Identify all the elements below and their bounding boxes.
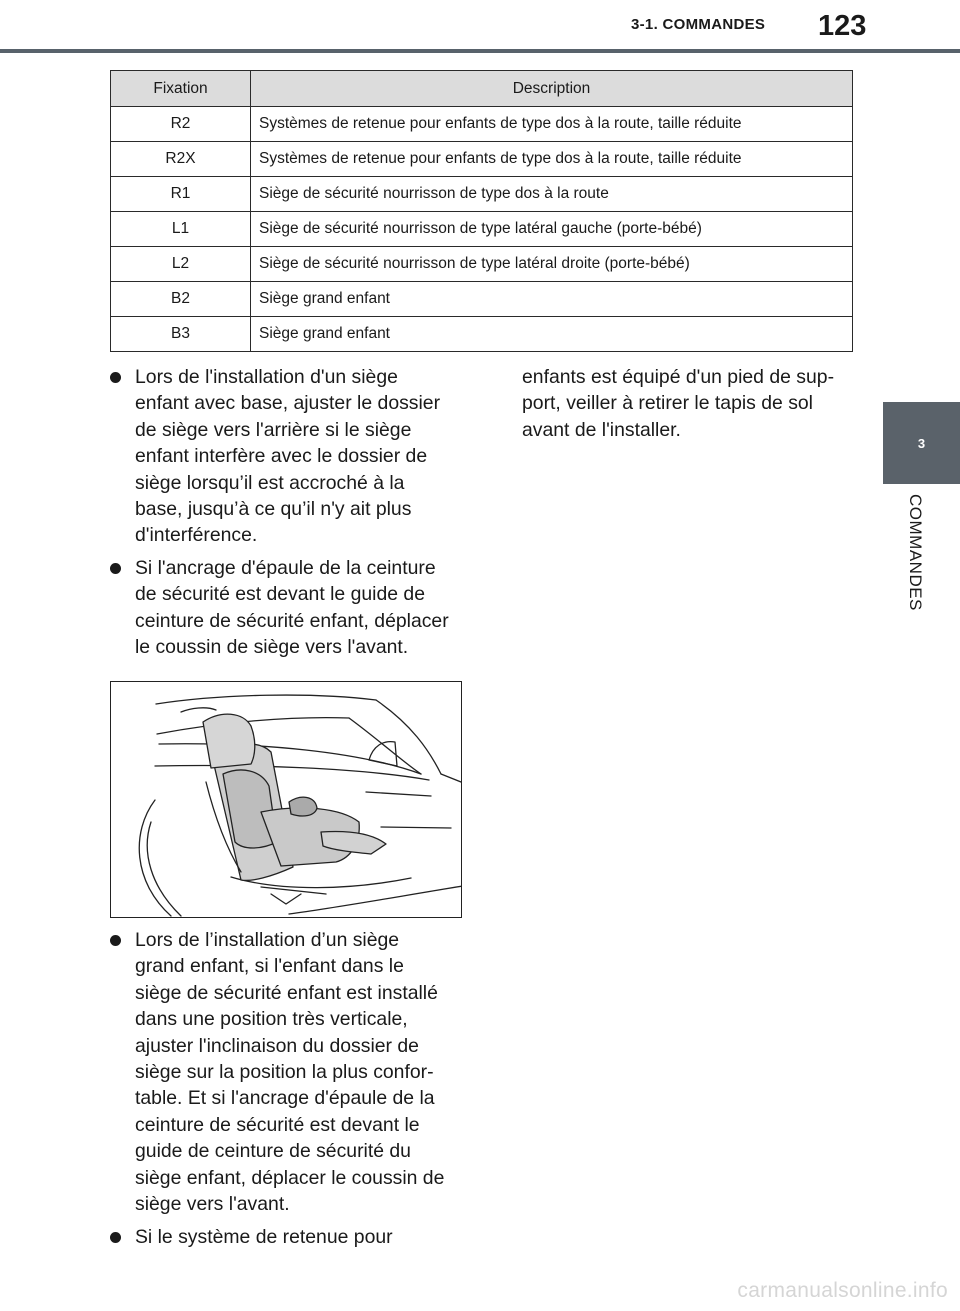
text-line: dans une position très verticale, xyxy=(135,1008,408,1031)
text-line: enfant avec base, ajuster le dossier xyxy=(135,392,441,415)
chapter-tab xyxy=(883,402,960,484)
table-header-row xyxy=(111,71,853,107)
bullet-seat-base xyxy=(110,364,480,549)
table-row xyxy=(111,212,853,247)
text-line: de siège vers l'arrière si le siège xyxy=(135,418,412,441)
description-cell: Siège grand enfant xyxy=(251,282,853,317)
fixation-cell: L2 xyxy=(111,247,251,282)
text-line: enfants est équipé d'un pied de sup- xyxy=(522,366,835,388)
text-line: avant de l'installer. xyxy=(522,418,681,441)
bullet-dot-icon xyxy=(110,563,121,574)
text-line: siège sur la position la plus confor- xyxy=(135,1061,434,1084)
car-seat-drawing-icon xyxy=(111,682,462,918)
text-line: siège de sécurité enfant est installé xyxy=(135,981,438,1004)
header-section-title: 3-1. COMMANDES xyxy=(631,16,766,33)
text-line: base, jusqu’à ce qu’il n'y ait plus xyxy=(135,498,412,521)
text-line: port, veiller à retirer le tapis de sol xyxy=(522,392,813,415)
description-cell: Systèmes de retenue pour enfants de type dos à la route, taille réduite xyxy=(251,107,853,142)
description-cell: Siège de sécurité nourrisson de type latéral droite (porte-bébé) xyxy=(251,247,853,282)
description-cell: Siège de sécurité nourrisson de type latéral gauche (porte-bébé) xyxy=(251,212,853,247)
text-line: le coussin de siège vers l'avant. xyxy=(135,636,409,659)
fixation-cell: R2X xyxy=(111,142,251,177)
text-line: siège lorsqu’il est accroché à la xyxy=(135,471,405,494)
chapter-number: 3 xyxy=(917,435,926,451)
text-line: enfant interfère avec le dossier de xyxy=(135,445,428,468)
fixation-cell: L1 xyxy=(111,212,251,247)
description-cell: Siège grand enfant xyxy=(251,317,853,352)
header-rule xyxy=(0,49,960,53)
bullet-dot-icon xyxy=(110,1232,121,1243)
fixation-cell: B2 xyxy=(111,282,251,317)
text-line: grand enfant, si l'enfant dans le xyxy=(135,955,404,978)
header-description: Description xyxy=(251,71,853,107)
table-row xyxy=(111,142,853,177)
fixation-cell: R1 xyxy=(111,177,251,212)
text-line: ceinture de sécurité est devant le xyxy=(135,1113,420,1136)
chapter-label: COMMANDES xyxy=(906,494,925,611)
text-line: de sécurité est devant le guide de xyxy=(135,583,425,606)
text-line: Lors de l’installation d’un siège xyxy=(135,929,400,951)
bullet-dot-icon xyxy=(110,372,121,383)
bullet-booster-seat xyxy=(110,927,480,1217)
description-cell: Siège de sécurité nourrisson de type dos à la route xyxy=(251,177,853,212)
text-line: Si l'ancrage d'épaule de la ceinture xyxy=(135,557,436,579)
right-column-continuation xyxy=(522,364,862,443)
text-line: ajuster l'inclinaison du dossier de xyxy=(135,1034,419,1057)
table-row xyxy=(111,247,853,282)
bullet-shoulder-anchor xyxy=(110,555,480,661)
fixation-cell: R2 xyxy=(111,107,251,142)
text-line: Si le système de retenue pour xyxy=(135,1226,393,1248)
text-line: siège vers l'avant. xyxy=(135,1193,290,1216)
bullet-support-leg xyxy=(110,1224,480,1250)
table-row xyxy=(111,282,853,317)
text-line: ceinture de sécurité enfant, déplacer xyxy=(135,609,449,632)
text-line: Lors de l'installation d'un siège xyxy=(135,366,398,388)
table-row xyxy=(111,107,853,142)
watermark: carmanualsonline.info xyxy=(737,1279,948,1302)
text-line: siège enfant, déplacer le coussin de xyxy=(135,1166,445,1189)
page-number: 123 xyxy=(818,10,867,42)
text-line: guide de ceinture de sécurité du xyxy=(135,1140,411,1163)
description-cell: Systèmes de retenue pour enfants de type dos à la route, taille réduite xyxy=(251,142,853,177)
table-row xyxy=(111,177,853,212)
text-line: table. Et si l'ancrage d'épaule de la xyxy=(135,1087,435,1110)
bullet-dot-icon xyxy=(110,935,121,946)
fixation-cell: B3 xyxy=(111,317,251,352)
child-seat-illustration xyxy=(110,681,462,918)
text-line: d'interférence. xyxy=(135,524,258,547)
header-fixation: Fixation xyxy=(111,71,251,107)
fixation-table xyxy=(110,70,853,352)
table-row xyxy=(111,317,853,352)
